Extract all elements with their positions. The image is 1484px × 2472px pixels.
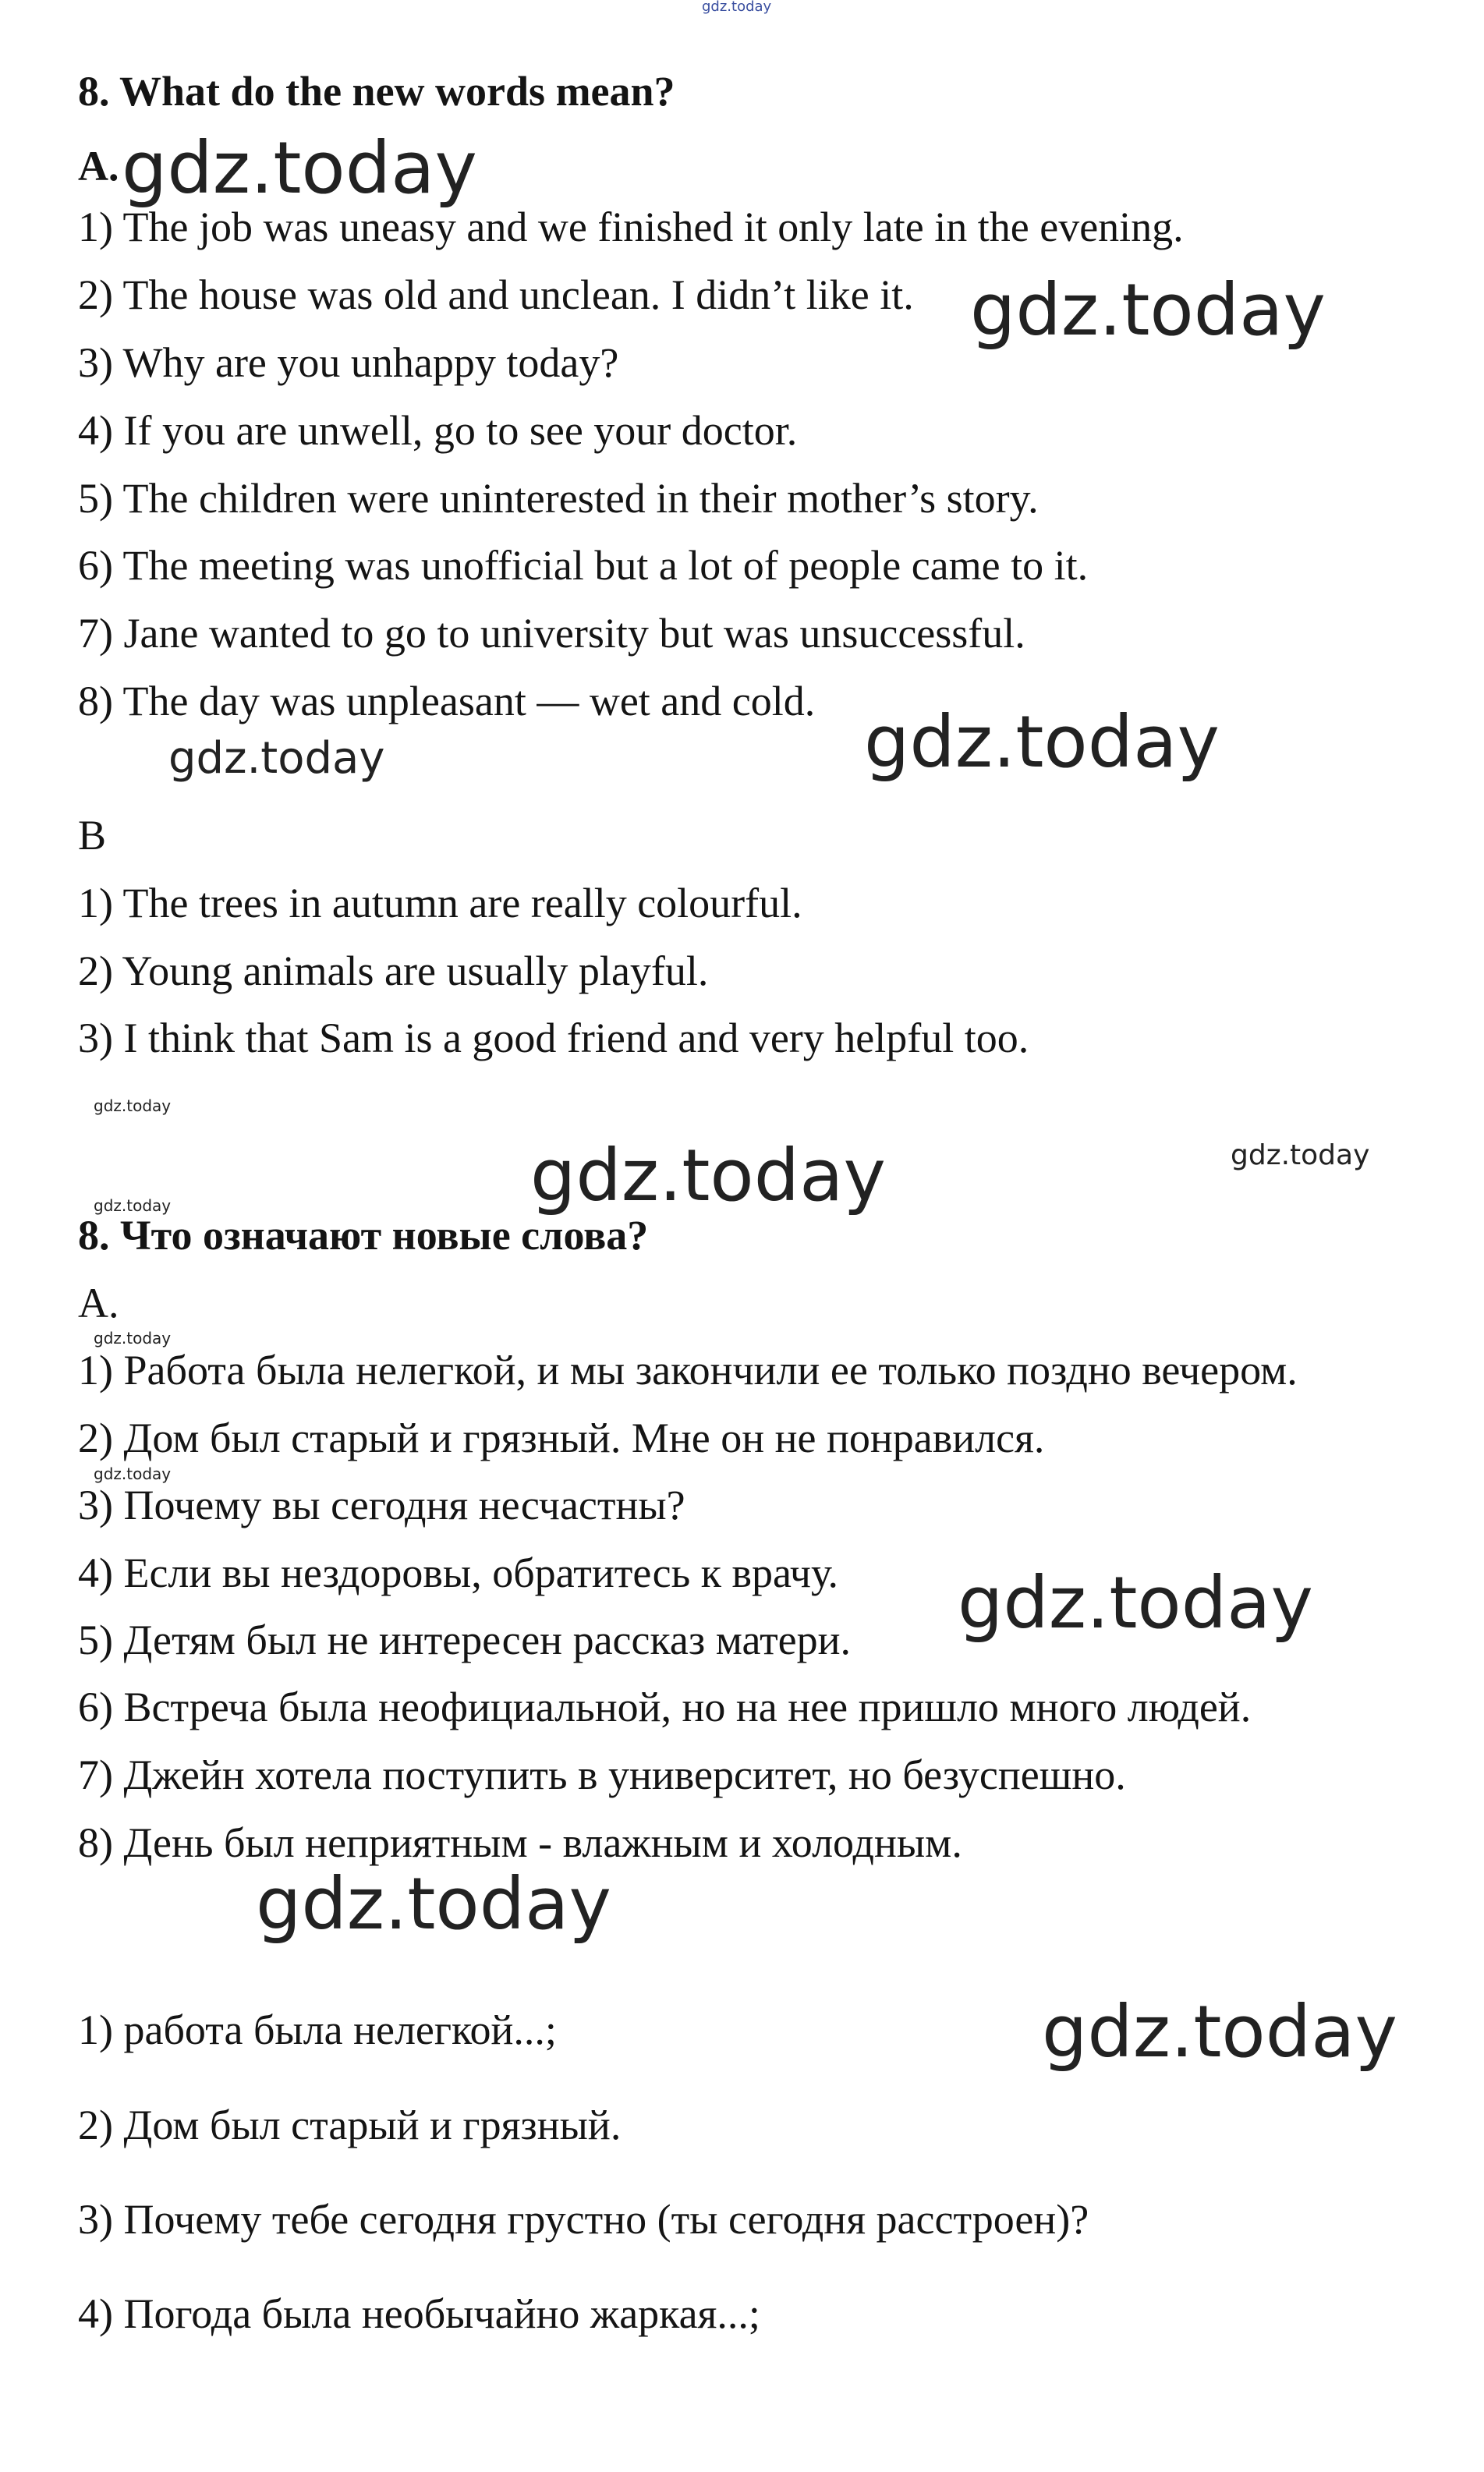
russian-extra-item-4: 4) Погода была необычайно жаркая...;	[78, 2290, 760, 2337]
english-b-item-2: 2) Young animals are usually playful.	[78, 947, 709, 994]
russian-extra-item-3: 3) Почему тебе сегодня грустно (ты сегодня расстроен)?	[78, 2196, 1089, 2243]
russian-heading: 8. Что означают новые слова?	[78, 1212, 649, 1259]
russian-a-item-2: 2) Дом был старый и грязный. Мне он не понравился.	[78, 1415, 1045, 1461]
russian-extra-item-2: 2) Дом был старый и грязный.	[78, 2102, 622, 2148]
watermark: gdz.today	[970, 268, 1326, 352]
watermark: gdz.today	[122, 126, 477, 210]
russian-a-item-1: 1) Работа была нелегкой, и мы закончили ее только поздно вечером.	[78, 1347, 1298, 1394]
russian-a-item-6: 6) Встреча была неофициальной, но на нее пришло много людей.	[78, 1684, 1252, 1730]
russian-a-item-4: 4) Если вы нездоровы, обратитесь к врачу.	[78, 1549, 839, 1596]
english-a-item-4: 4) If you are unwell, go to see your doctor.	[78, 407, 798, 454]
watermark-top: gdz.today	[702, 0, 772, 15]
watermark: gdz.today	[168, 733, 385, 784]
watermark: gdz.today	[256, 1862, 611, 1946]
english-b-item-1: 1) The trees in autumn are really colourful.	[78, 880, 802, 926]
russian-a-item-3: 3) Почему вы сегодня несчастны?	[78, 1482, 685, 1528]
english-a-item-2: 2) The house was old and unclean. I didn’t like it.	[78, 271, 914, 318]
english-b-item-3: 3) I think that Sam is a good friend and very helpful too.	[78, 1015, 1029, 1061]
watermark: gdz.today	[94, 1464, 172, 1483]
watermark: gdz.today	[1231, 1139, 1370, 1171]
english-a-item-5: 5) The children were uninterested in their mother’s story.	[78, 475, 1039, 522]
russian-a-item-8: 8) День был неприятным - влажным и холодным.	[78, 1819, 962, 1866]
english-a-item-1: 1) The job was uneasy and we finished it only late in the evening.	[78, 204, 1184, 250]
english-a-item-8: 8) The day was unpleasant — wet and cold.	[78, 678, 816, 724]
english-section-b-label: B	[78, 812, 107, 859]
watermark: gdz.today	[94, 1196, 172, 1215]
english-a-item-3: 3) Why are you unhappy today?	[78, 339, 619, 386]
russian-a-item-7: 7) Джейн хотела поступить в университет, но безуспешно.	[78, 1751, 1126, 1798]
english-a-item-6: 6) The meeting was unofficial but a lot of people came to it.	[78, 542, 1089, 589]
english-a-item-7: 7) Jane wanted to go to university but was unsuccessful.	[78, 610, 1025, 657]
watermark: gdz.today	[958, 1561, 1313, 1645]
watermark: gdz.today	[1042, 1990, 1397, 2074]
russian-a-item-5: 5) Детям был не интересен рассказ матери.	[78, 1617, 852, 1663]
watermark: gdz.today	[94, 1329, 172, 1348]
english-section-a-label: A.	[78, 143, 119, 189]
watermark: gdz.today	[864, 700, 1220, 784]
russian-section-a-label: А.	[78, 1280, 119, 1326]
watermark: gdz.today	[530, 1134, 886, 1217]
watermark: gdz.today	[94, 1096, 172, 1115]
english-heading: 8. What do the new words mean?	[78, 68, 675, 115]
russian-extra-item-1: 1) работа была нелегкой...;	[78, 2006, 557, 2053]
